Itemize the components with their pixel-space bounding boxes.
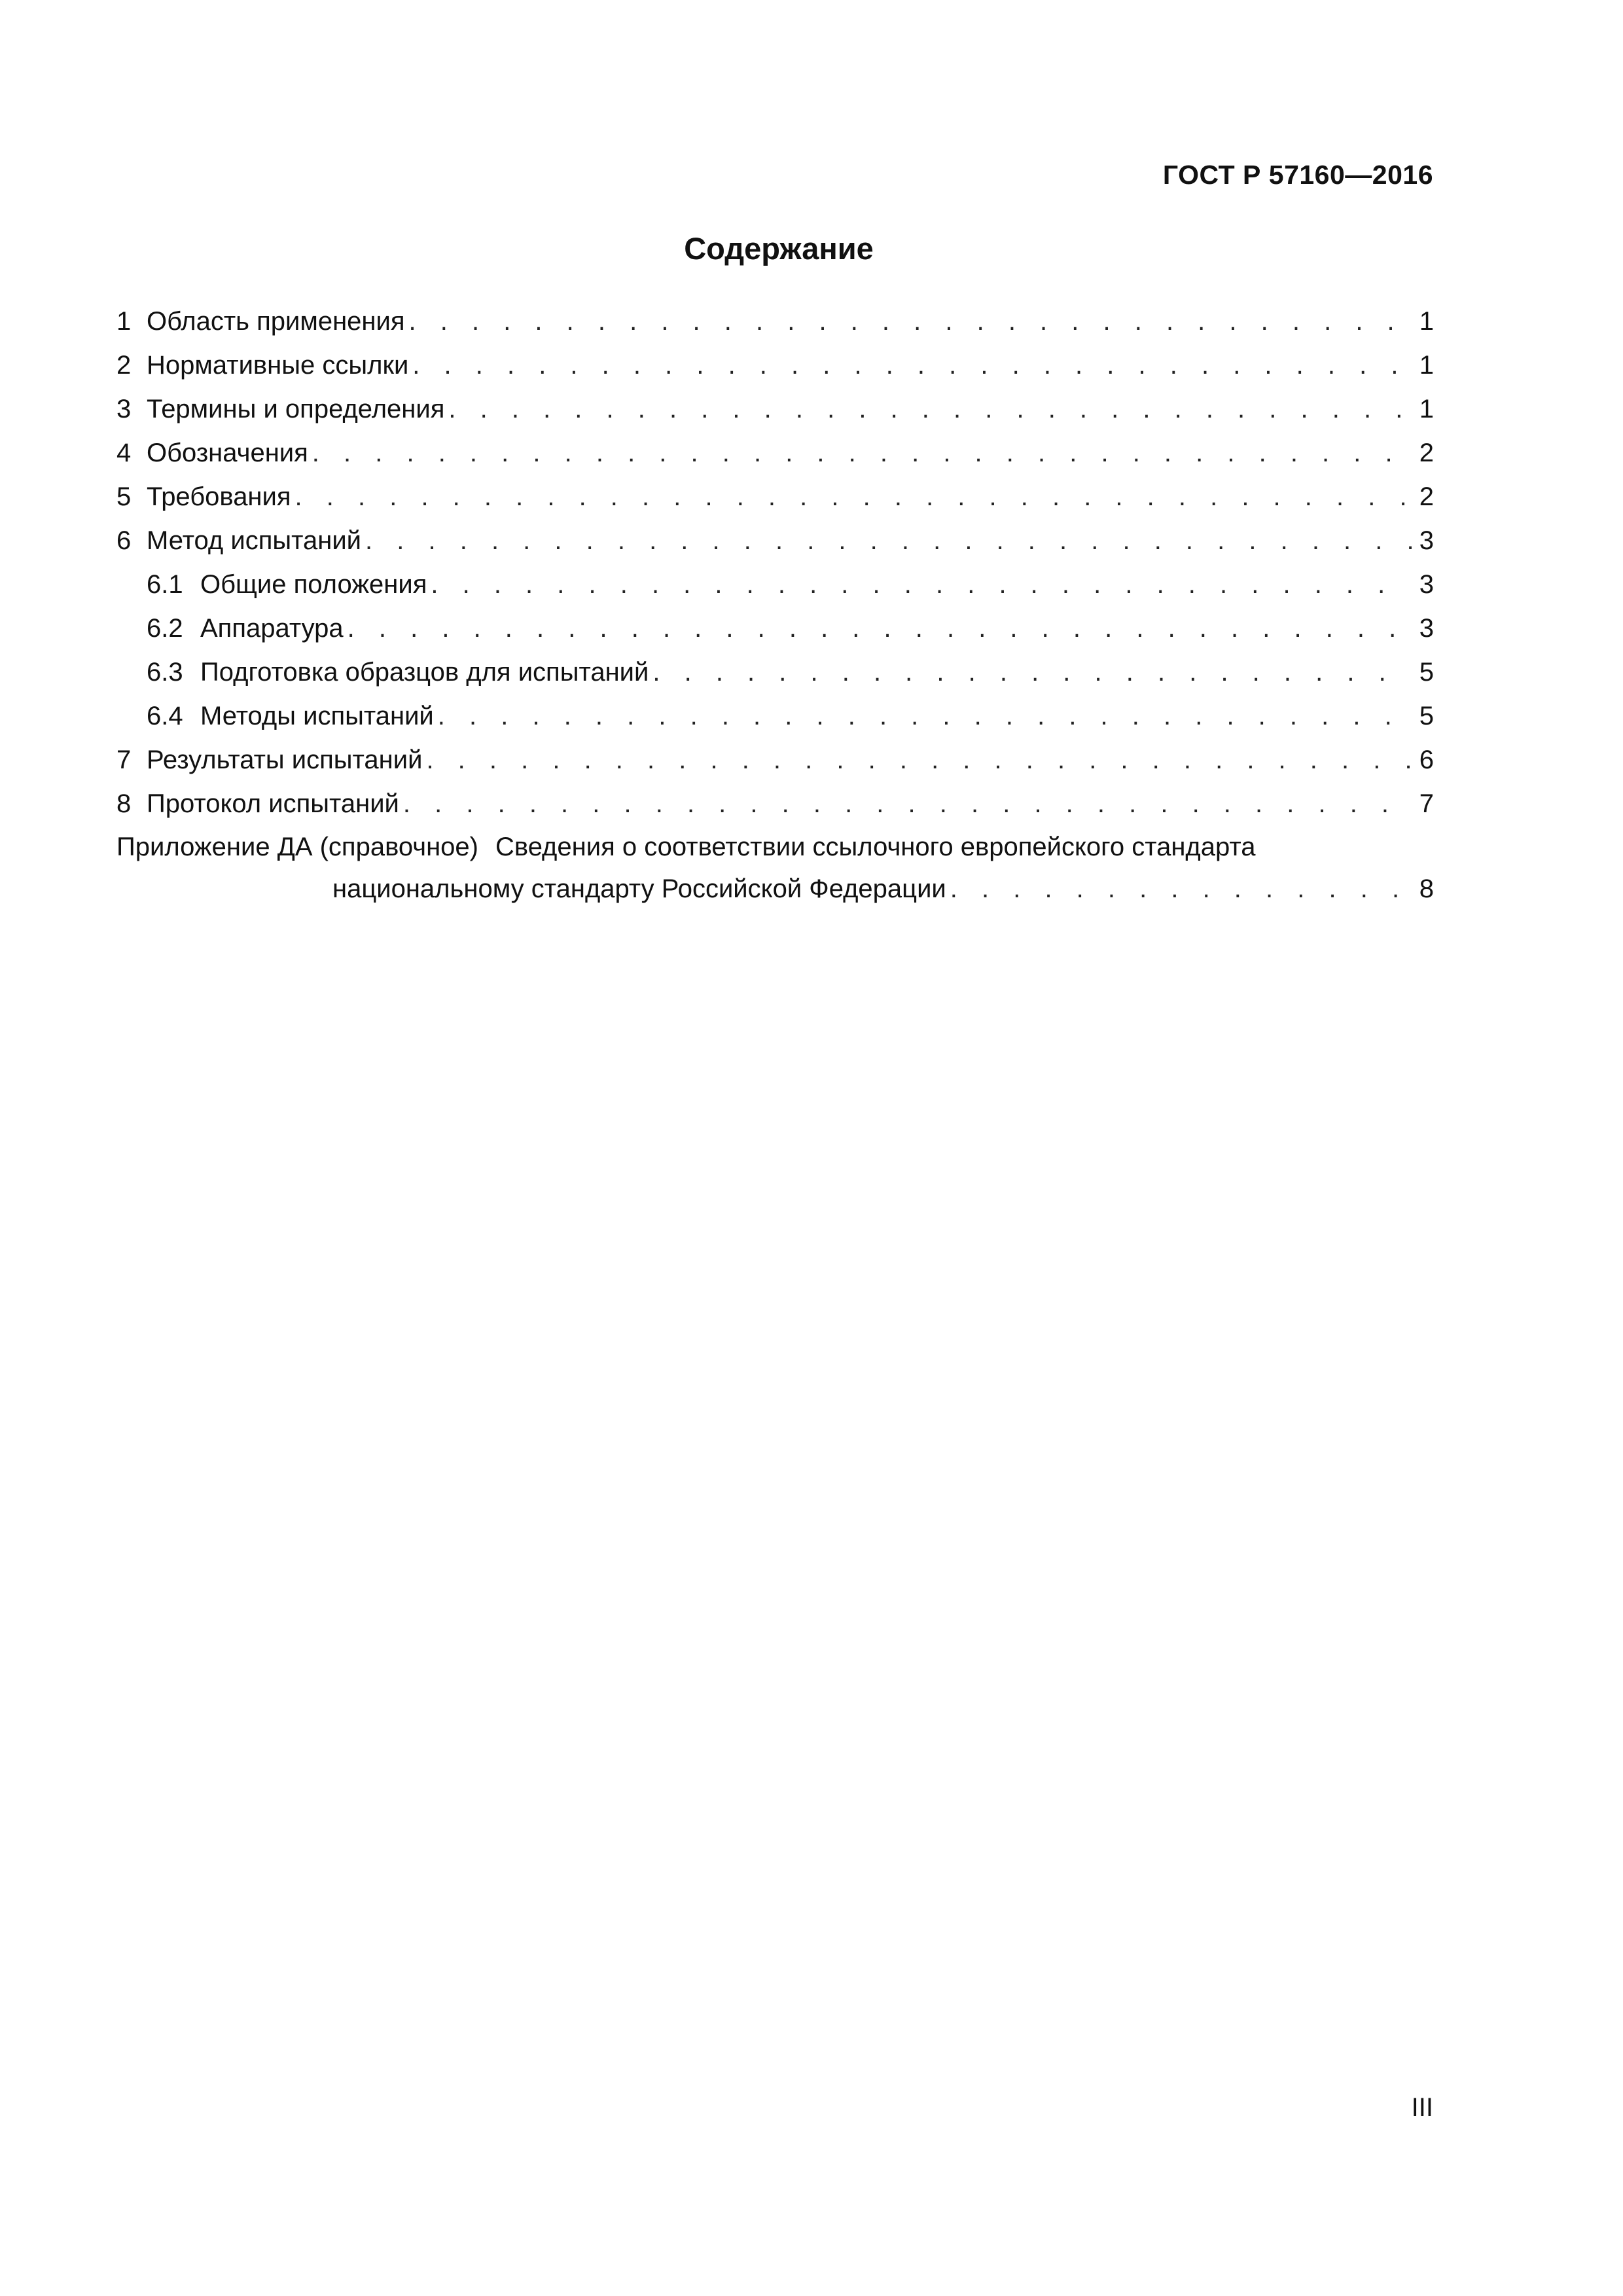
toc-item-page: 3: [1419, 570, 1434, 599]
toc-item-number: 7: [116, 745, 132, 774]
dot-leader: [403, 782, 1412, 826]
dot-leader: [365, 519, 1412, 563]
toc-item-label: Подготовка образцов для испытаний: [200, 658, 649, 687]
appendix-prefix: Приложение ДА (справочное): [116, 833, 478, 861]
document-code: ГОСТ Р 57160—2016: [1162, 160, 1433, 190]
toc-item-number: 3: [116, 395, 132, 423]
toc-item-number: 8: [116, 789, 132, 818]
toc-item-label: Результаты испытаний: [147, 745, 423, 774]
toc-item-page: 1: [1419, 351, 1434, 380]
toc-item-label: Протокол испытаний: [147, 789, 399, 818]
toc-item-number: 6.1: [147, 570, 183, 599]
dot-leader: [409, 300, 1412, 344]
toc-item-number: 6.4: [147, 702, 183, 730]
dot-leader: [412, 344, 1412, 387]
toc-item-6[interactable]: [116, 519, 1434, 563]
toc-item-4[interactable]: [116, 431, 1434, 475]
toc-item-page: 5: [1419, 702, 1434, 730]
toc-item-page: 3: [1419, 614, 1434, 643]
toc-item-label: Общие положения: [200, 570, 427, 599]
toc-item-page: 3: [1419, 526, 1434, 555]
toc-item-page: 2: [1419, 439, 1434, 467]
table-of-contents: [116, 300, 1434, 910]
appendix-page: 8: [1419, 874, 1434, 903]
toc-item-label: Метод испытаний: [147, 526, 362, 555]
toc-item-label: Термины и определения: [147, 395, 445, 423]
toc-item-2[interactable]: [116, 344, 1434, 387]
dot-leader: [295, 475, 1412, 519]
toc-item-page: 2: [1419, 482, 1434, 511]
toc-item-label: Нормативные ссылки: [147, 351, 409, 380]
dot-leader: [426, 738, 1412, 782]
appendix-title-line2: национальному стандарту Российской Федерации: [332, 874, 946, 903]
appendix-title-line1: Сведения о соответствии ссылочного европейского стандарта: [495, 833, 1256, 861]
toc-item-5[interactable]: [116, 475, 1434, 519]
toc-item-7[interactable]: [116, 738, 1434, 782]
toc-item-number: 5: [116, 482, 132, 511]
toc-item-8[interactable]: [116, 782, 1434, 826]
toc-item-number: 4: [116, 439, 132, 467]
toc-item-1[interactable]: [116, 300, 1434, 344]
dot-leader: [431, 563, 1412, 607]
toc-item-number: 6: [116, 526, 132, 555]
toc-item-number: 2: [116, 351, 132, 380]
toc-item-6-3[interactable]: [116, 651, 1434, 694]
toc-item-page: 1: [1419, 307, 1434, 336]
page-number: III: [1411, 2093, 1433, 2122]
dot-leader: [652, 651, 1412, 694]
toc-appendix-da[interactable]: [116, 826, 1434, 910]
appendix-first-line: [116, 826, 1434, 868]
toc-item-label: Аппаратура: [200, 614, 344, 643]
dot-leader: [438, 694, 1412, 738]
toc-title: Содержание: [684, 231, 874, 266]
toc-item-number: 6.3: [147, 658, 183, 687]
toc-item-label: Требования: [147, 482, 291, 511]
dot-leader: [348, 607, 1412, 651]
toc-item-3[interactable]: [116, 387, 1434, 431]
toc-item-page: 5: [1419, 658, 1434, 687]
toc-item-page: 6: [1419, 745, 1434, 774]
toc-item-6-1[interactable]: [116, 563, 1434, 607]
toc-item-6-4[interactable]: [116, 694, 1434, 738]
toc-item-page: 7: [1419, 789, 1434, 818]
dot-leader: [448, 387, 1412, 431]
dot-leader: [312, 431, 1412, 475]
toc-item-label: Обозначения: [147, 439, 308, 467]
dot-leader: [950, 868, 1412, 910]
toc-item-number: 1: [116, 307, 132, 336]
toc-item-page: 1: [1419, 395, 1434, 423]
toc-item-label: Область применения: [147, 307, 405, 336]
toc-item-6-2[interactable]: [116, 607, 1434, 651]
toc-item-label: Методы испытаний: [200, 702, 434, 730]
appendix-second-line: [116, 868, 1434, 910]
toc-item-number: 6.2: [147, 614, 183, 643]
